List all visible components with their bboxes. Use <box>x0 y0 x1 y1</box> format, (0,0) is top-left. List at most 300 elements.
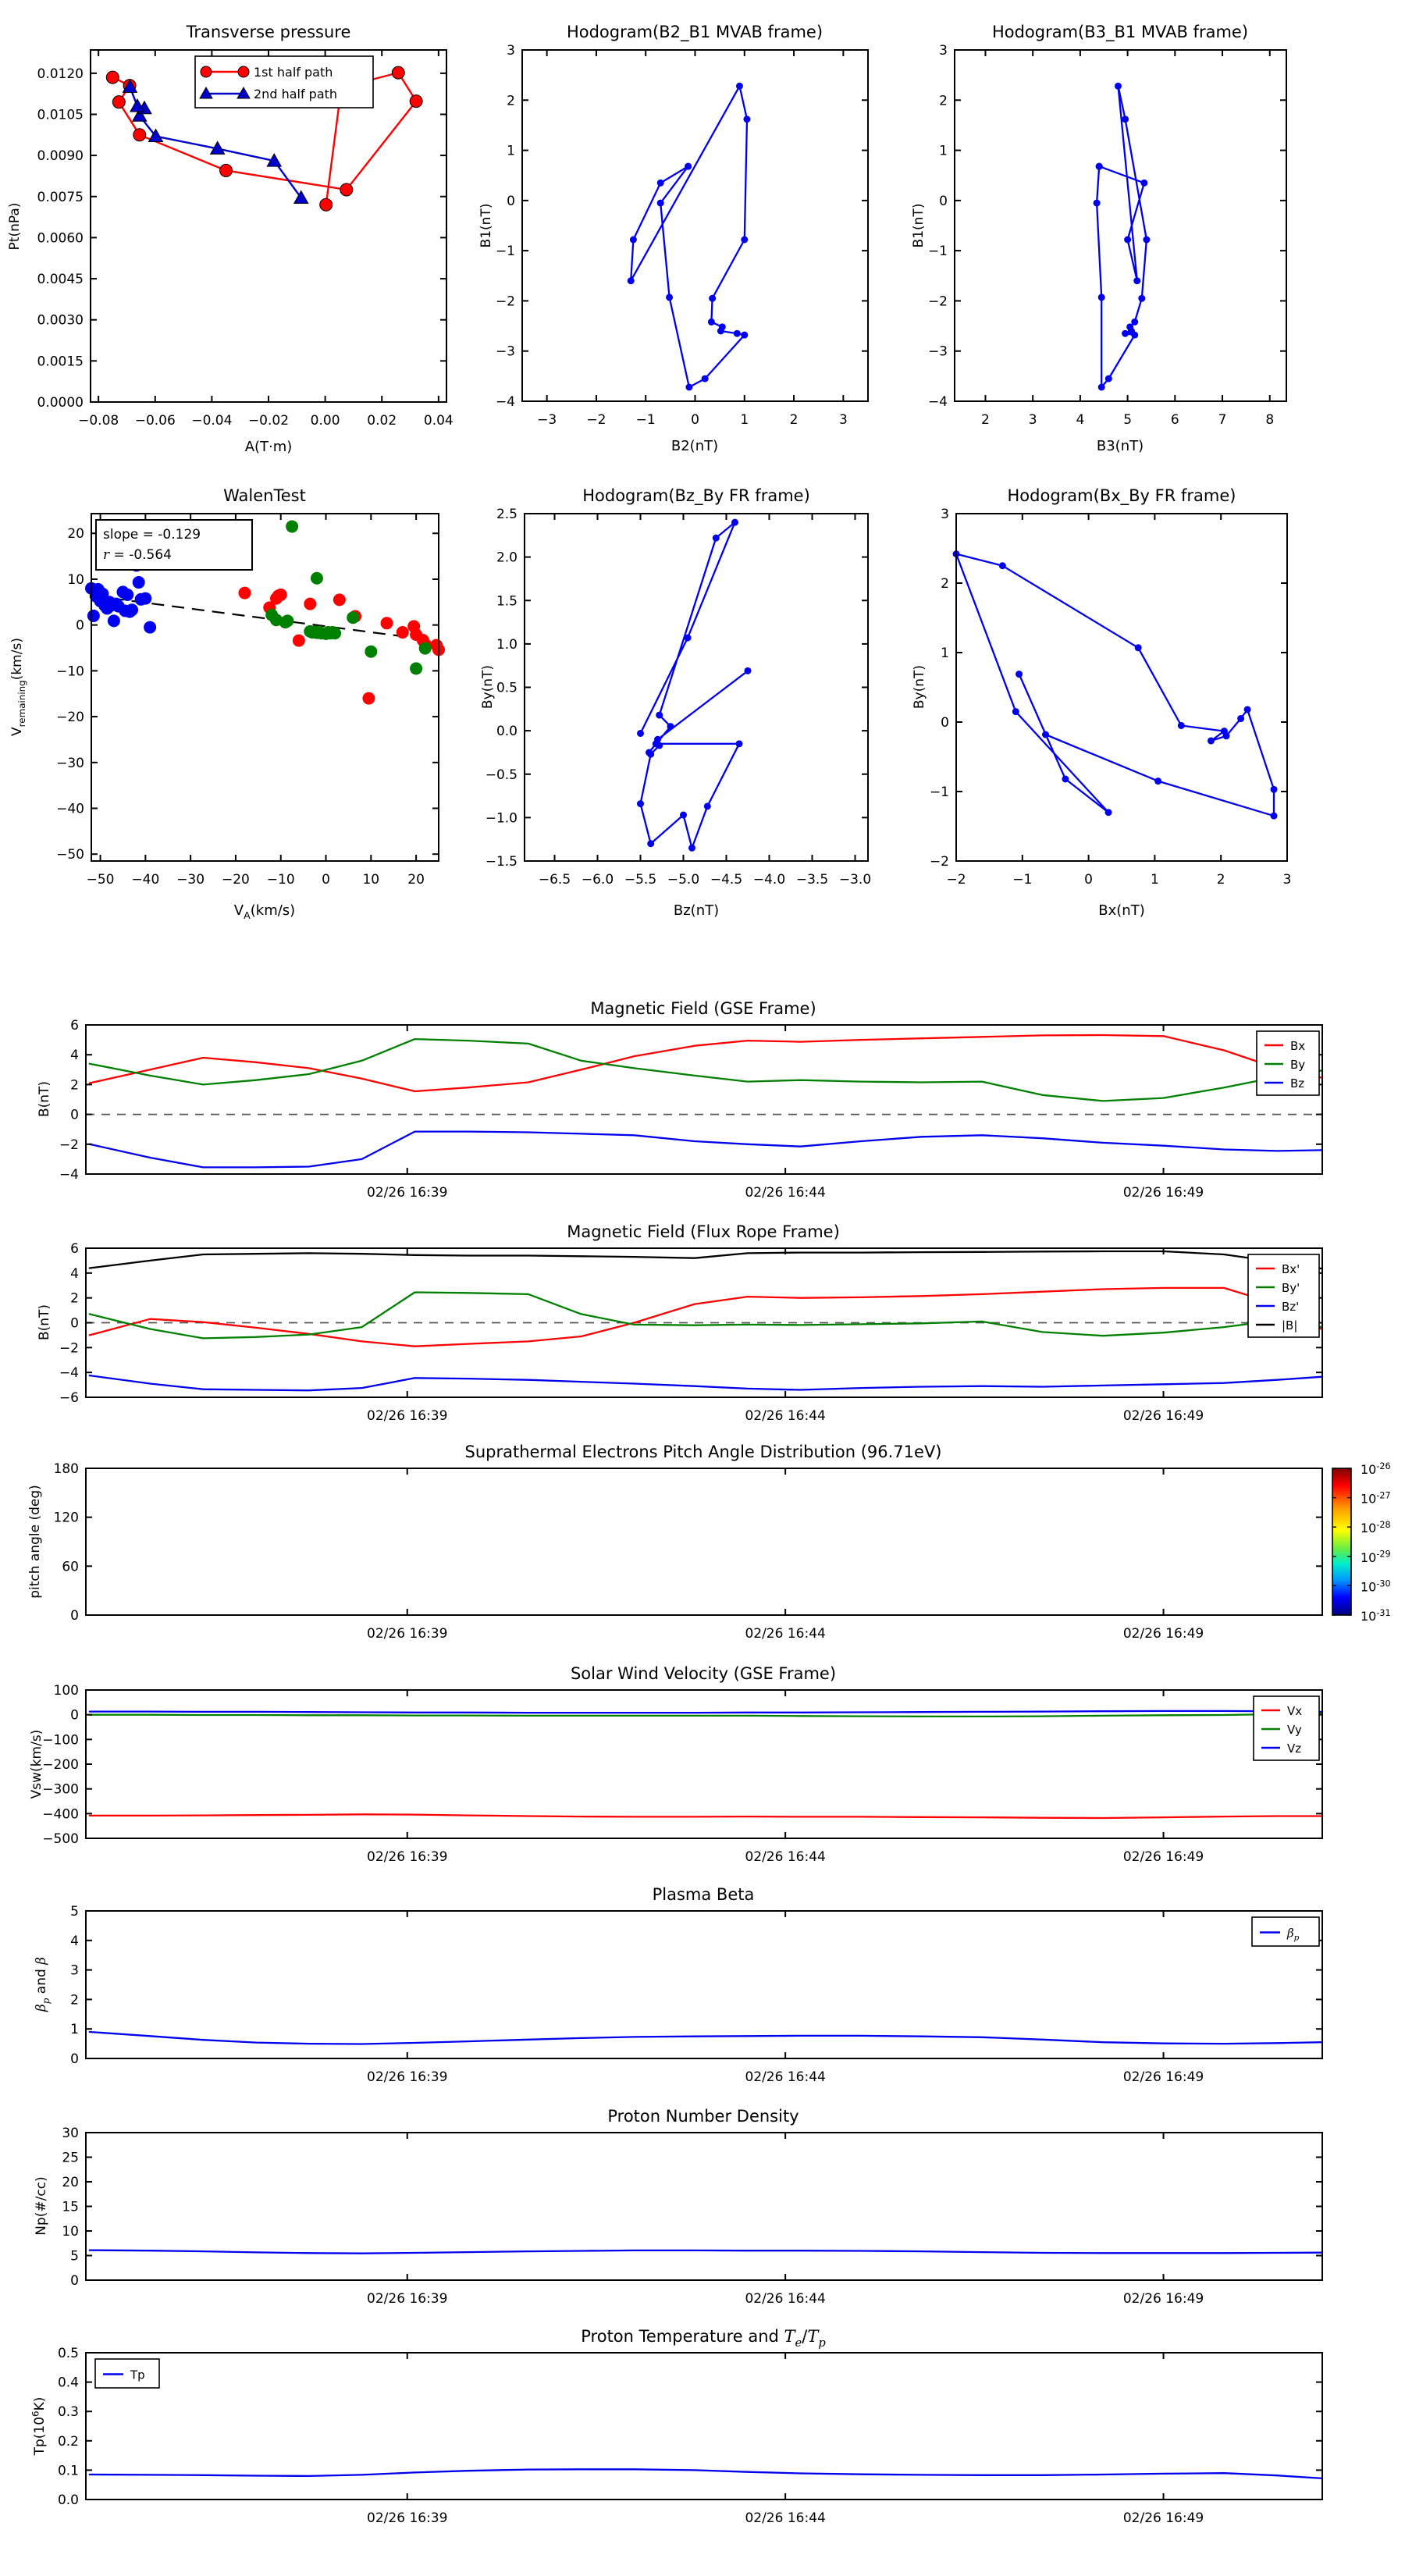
chart-title: Plasma Beta <box>652 1885 755 1904</box>
circle-marker <box>340 183 353 196</box>
chart-title: Hodogram(B3_B1 MVAB frame) <box>991 23 1249 41</box>
y-tick-label: −1 <box>495 244 515 260</box>
chart-beta <box>34 1885 1322 2085</box>
x-axis-label: B3(nT) <box>1096 438 1144 454</box>
legend <box>1248 1254 1319 1337</box>
x-tick-label: −5.0 <box>667 872 700 888</box>
chart-b3b1 <box>911 23 1286 454</box>
y-tick-label: −4 <box>59 1365 79 1382</box>
y-tick-label: 2.0 <box>496 550 518 566</box>
y-tick-label: −1 <box>927 244 948 260</box>
point-marker <box>666 294 673 301</box>
y-tick-label: 0.0 <box>496 724 518 740</box>
x-tick-label: −1 <box>1012 872 1033 888</box>
x-tick-label: −5.5 <box>624 872 657 888</box>
y-tick-label: −6 <box>59 1390 79 1406</box>
x-axis-label: Bx(nT) <box>1098 902 1145 919</box>
x-tick-label: 02/26 16:49 <box>1122 1626 1204 1642</box>
chart-title: Solar Wind Velocity (GSE Frame) <box>570 1664 837 1683</box>
chart-title: WalenTest <box>223 486 306 505</box>
x-tick-label: 1 <box>740 412 749 428</box>
chart-tp <box>30 2327 1322 2526</box>
x-tick-label: 02/26 16:44 <box>745 2291 826 2307</box>
chart-title: Magnetic Field (Flux Rope Frame) <box>567 1222 840 1241</box>
chart-title: Hodogram(Bz_By FR frame) <box>582 486 810 505</box>
y-axis-label: B1(nT) <box>478 203 494 248</box>
y-axis-label: B(nT) <box>37 1304 52 1341</box>
y-tick-label: 15 <box>62 2199 79 2215</box>
point-marker <box>1135 644 1142 651</box>
y-tick-label: 5 <box>70 1904 79 1920</box>
point-marker <box>657 180 664 187</box>
legend <box>195 56 373 108</box>
y-tick-label: 0 <box>70 1315 79 1332</box>
y-tick-label: −100 <box>42 1732 79 1749</box>
plot-area <box>86 2133 1322 2280</box>
point-marker <box>1115 83 1122 90</box>
point-marker <box>741 332 748 339</box>
plot-area <box>86 2353 1322 2500</box>
legend-label: Bx <box>1290 1039 1306 1053</box>
x-tick-label: 02/26 16:49 <box>1122 1185 1204 1201</box>
x-tick-label: 2 <box>1216 872 1225 888</box>
chart-title: Proton Temperature and $T_e/T_p$ <box>581 2327 826 2350</box>
chart-title: Hodogram(Bx_By FR frame) <box>1007 486 1236 505</box>
point-marker <box>1131 318 1138 326</box>
y-tick-label: 2 <box>70 1290 79 1307</box>
x-tick-label: −10 <box>266 872 295 888</box>
point-marker <box>736 83 743 90</box>
point-marker <box>709 295 716 302</box>
colorbar-label: $10^{-30}$ <box>1361 1578 1391 1595</box>
point-marker <box>702 375 709 382</box>
point-marker <box>999 562 1006 569</box>
point-marker <box>1237 715 1244 722</box>
circle-marker <box>293 635 305 647</box>
y-tick-label: −400 <box>42 1806 79 1823</box>
point-marker <box>647 840 654 847</box>
y-tick-label: 0.5 <box>496 680 518 696</box>
colorbar-label: $10^{-29}$ <box>1361 1549 1391 1565</box>
y-tick-label: 0 <box>70 1608 79 1624</box>
point-marker <box>688 845 695 852</box>
point-marker <box>646 749 653 756</box>
y-tick-label: 4 <box>70 1048 79 1064</box>
y-tick-label: 1.5 <box>496 593 518 610</box>
point-marker <box>1012 708 1019 715</box>
chart-walen <box>9 486 445 921</box>
y-tick-label: 20 <box>62 2175 79 2190</box>
colorbar-label: $10^{-31}$ <box>1361 1607 1391 1624</box>
y-tick-label: 2 <box>70 1077 79 1094</box>
x-tick-label: 5 <box>1123 412 1133 428</box>
circle-marker <box>329 627 341 639</box>
y-tick-label: 0 <box>70 1707 79 1724</box>
x-axis-label: $V_A(km/s)$ <box>233 902 296 922</box>
y-tick-label: 120 <box>53 1510 79 1526</box>
circle-marker <box>139 592 151 605</box>
y-tick-label: 10 <box>62 2224 79 2240</box>
y-tick-label: −2 <box>59 1137 79 1153</box>
y-tick-label: 0.0 <box>57 2492 79 2508</box>
x-tick-label: 02/26 16:49 <box>1122 2510 1204 2526</box>
point-marker <box>637 730 644 737</box>
point-marker <box>1271 786 1278 793</box>
y-axis-label: By(nT) <box>480 664 496 710</box>
point-marker <box>1098 384 1105 391</box>
circle-marker <box>333 593 346 606</box>
y-axis-label: $Tp(10^6K)$ <box>30 2396 48 2456</box>
chart-bxby <box>912 486 1291 919</box>
x-tick-label: 02/26 16:44 <box>745 2510 826 2526</box>
y-tick-label: 0 <box>70 2051 79 2067</box>
y-tick-label: 180 <box>53 1461 79 1477</box>
plot-area <box>86 1468 1322 1615</box>
y-tick-label: −40 <box>56 801 84 817</box>
plot-area <box>525 514 868 861</box>
x-tick-label: −6.0 <box>581 872 614 888</box>
y-tick-label: 0.0090 <box>37 148 84 165</box>
point-marker <box>637 800 644 807</box>
circle-marker <box>144 621 156 634</box>
y-tick-label: 2 <box>939 93 948 109</box>
legend-label: By' <box>1282 1281 1300 1295</box>
circle-marker <box>238 587 251 600</box>
point-marker <box>708 318 715 326</box>
point-marker <box>1105 809 1112 816</box>
x-tick-label: 2 <box>789 412 799 428</box>
chart-pt <box>7 23 454 455</box>
y-tick-label: 3 <box>939 43 948 59</box>
x-tick-label: 3 <box>838 412 848 428</box>
circle-marker <box>362 692 375 705</box>
point-marker <box>1124 237 1131 244</box>
y-tick-label: −300 <box>42 1781 79 1798</box>
x-tick-label: 4 <box>1076 412 1085 428</box>
point-marker <box>704 802 711 809</box>
y-tick-label: −20 <box>56 710 84 726</box>
legend-label: Bz' <box>1282 1300 1300 1314</box>
x-tick-label: −3.5 <box>795 872 829 888</box>
y-tick-label: −200 <box>42 1757 79 1773</box>
point-marker <box>1016 671 1023 678</box>
x-tick-label: 10 <box>362 872 380 888</box>
circle-marker <box>410 662 422 674</box>
y-tick-label: 2.5 <box>496 507 518 522</box>
circle-marker <box>133 576 145 589</box>
point-marker <box>1140 180 1147 187</box>
legend-label: Vy <box>1287 1723 1302 1737</box>
chart-vel <box>29 1664 1322 1865</box>
legend <box>1254 1696 1319 1760</box>
x-tick-label: 2 <box>981 412 990 428</box>
chart-fr <box>37 1222 1322 1424</box>
point-marker <box>741 237 748 244</box>
y-tick-label: 0.2 <box>57 2433 79 2450</box>
circle-marker <box>112 96 125 109</box>
x-tick-label: 0 <box>691 412 699 428</box>
x-tick-label: −2 <box>946 872 966 888</box>
point-marker <box>719 323 726 330</box>
x-tick-label: 0.00 <box>310 413 340 429</box>
y-tick-label: 0.0105 <box>37 107 84 123</box>
y-tick-label: 2 <box>507 93 515 109</box>
y-axis-label: Vsw(km/s) <box>29 1729 44 1799</box>
annotation-line: r = -0.564 <box>103 547 172 563</box>
x-tick-label: 0.04 <box>423 413 454 429</box>
y-axis-label: $V_{remaining}(km/s)$ <box>9 638 27 736</box>
x-tick-label: −0.04 <box>191 413 233 429</box>
y-tick-label: 0.0120 <box>37 66 84 82</box>
x-axis-label: A(T·m) <box>244 439 293 455</box>
point-marker <box>1133 277 1140 284</box>
point-marker <box>667 723 674 730</box>
circle-marker <box>238 66 249 77</box>
x-tick-label: 3 <box>1282 872 1292 888</box>
x-tick-label: −30 <box>176 872 205 888</box>
y-tick-label: −30 <box>56 755 84 771</box>
x-tick-label: 02/26 16:44 <box>745 1408 826 1424</box>
chart-bzby <box>480 486 871 919</box>
x-tick-label: 02/26 16:39 <box>367 1849 448 1865</box>
y-tick-label: −2 <box>929 854 949 870</box>
point-marker <box>1105 375 1112 382</box>
legend-label: 2nd half path <box>254 87 338 101</box>
y-tick-label: 1 <box>939 143 948 159</box>
x-tick-label: 02/26 16:39 <box>367 2510 448 2526</box>
point-marker <box>630 237 637 244</box>
circle-marker <box>286 520 298 532</box>
legend <box>95 2359 159 2388</box>
x-tick-label: −1 <box>635 412 656 428</box>
circle-marker <box>108 614 120 627</box>
y-tick-label: −3 <box>927 343 948 360</box>
y-tick-label: −1.5 <box>485 854 518 870</box>
x-tick-label: −3 <box>537 412 557 428</box>
point-marker <box>1062 775 1069 782</box>
x-tick-label: 6 <box>1170 412 1179 428</box>
x-tick-label: 02/26 16:39 <box>367 2291 448 2307</box>
y-tick-label: 0.1 <box>57 2463 79 2479</box>
point-marker <box>734 330 741 337</box>
circle-marker <box>133 129 146 141</box>
legend-label: 1st half path <box>254 65 333 80</box>
x-tick-label: 8 <box>1265 412 1275 428</box>
y-tick-label: 0 <box>507 193 515 209</box>
y-axis-label: B1(nT) <box>911 203 927 248</box>
circle-marker <box>87 610 100 622</box>
y-tick-label: 30 <box>62 2126 79 2141</box>
y-tick-label: 0.0045 <box>37 272 84 288</box>
y-tick-label: 0 <box>70 1107 79 1123</box>
chart-gse <box>37 999 1322 1201</box>
chart-title: Transverse pressure <box>186 23 351 41</box>
y-axis-label: B(nT) <box>37 1080 52 1118</box>
point-marker <box>1208 738 1215 745</box>
chart-title: Suprathermal Electrons Pitch Angle Distribution (96.71eV) <box>464 1443 942 1461</box>
circle-marker <box>311 572 323 585</box>
x-tick-label: 0 <box>322 872 330 888</box>
point-marker <box>1098 294 1105 301</box>
x-tick-label: 02/26 16:44 <box>745 1185 826 1201</box>
y-tick-label: −2 <box>59 1340 79 1357</box>
y-tick-label: 10 <box>67 571 84 588</box>
circle-marker <box>419 642 432 655</box>
x-tick-label: 02/26 16:49 <box>1122 2291 1204 2307</box>
y-tick-label: −4 <box>495 394 515 410</box>
point-marker <box>653 740 660 747</box>
y-tick-label: −3 <box>495 343 515 360</box>
y-tick-label: 0.3 <box>57 2404 79 2421</box>
annotation-line: slope = -0.129 <box>103 527 201 543</box>
legend-label: |B| <box>1282 1318 1298 1332</box>
x-tick-label: 02/26 16:49 <box>1122 1849 1204 1865</box>
x-axis-label: B2(nT) <box>670 438 719 454</box>
point-marker <box>685 635 692 642</box>
y-tick-label: 0.4 <box>57 2375 79 2391</box>
y-axis-label: Pt(nPa) <box>7 202 23 251</box>
y-tick-label: 25 <box>62 2150 79 2166</box>
point-marker <box>685 163 692 170</box>
x-tick-label: 02/26 16:39 <box>367 1626 448 1642</box>
x-tick-label: 0 <box>1084 872 1094 888</box>
y-tick-label: −500 <box>42 1831 79 1847</box>
y-tick-label: −0.5 <box>485 767 518 783</box>
legend <box>1257 1031 1319 1095</box>
colorbar-label: $10^{-27}$ <box>1361 1490 1391 1507</box>
y-tick-label: 20 <box>67 526 84 543</box>
circle-marker <box>365 646 377 658</box>
chart-title: Proton Number Density <box>607 2107 799 2126</box>
x-tick-label: −20 <box>221 872 250 888</box>
circle-marker <box>410 95 422 108</box>
legend-label: Vx <box>1287 1704 1303 1718</box>
y-tick-label: −2 <box>495 294 515 310</box>
y-tick-label: 1.0 <box>496 636 518 653</box>
circle-marker <box>304 598 316 610</box>
x-tick-label: −0.08 <box>78 413 119 429</box>
circle-marker <box>397 626 409 639</box>
x-tick-label: 7 <box>1218 412 1227 428</box>
colorbar-label: $10^{-26}$ <box>1361 1461 1391 1477</box>
point-marker <box>1222 732 1229 739</box>
y-tick-label: 0 <box>70 2273 79 2289</box>
circle-marker <box>126 603 138 616</box>
y-tick-label: −2 <box>927 294 948 310</box>
legend-label: Bx' <box>1282 1262 1300 1276</box>
circle-marker <box>347 611 359 624</box>
y-tick-label: 0.0015 <box>37 354 84 370</box>
annotation-box <box>96 520 252 570</box>
circle-marker <box>281 614 293 627</box>
x-tick-label: 3 <box>1028 412 1037 428</box>
y-tick-label: 0 <box>939 193 948 209</box>
point-marker <box>1094 200 1101 207</box>
point-marker <box>685 384 692 391</box>
x-tick-label: −0.06 <box>134 413 176 429</box>
y-tick-label: 0.0075 <box>37 189 84 205</box>
y-axis-label: Np(#/cc) <box>34 2176 49 2236</box>
y-tick-label: 0.0030 <box>37 312 84 329</box>
point-marker <box>1122 116 1129 123</box>
point-marker <box>1271 813 1278 820</box>
legend <box>1252 1917 1319 1946</box>
x-tick-label: 20 <box>407 872 425 888</box>
y-tick-label: −4 <box>59 1167 79 1183</box>
y-tick-label: 1 <box>70 2022 79 2038</box>
x-tick-label: 0.02 <box>367 413 397 429</box>
x-tick-label: −6.5 <box>538 872 571 888</box>
y-tick-label: 6 <box>70 1018 79 1034</box>
y-tick-label: 2 <box>70 1992 79 2008</box>
plot-area <box>522 50 868 401</box>
y-tick-label: −1.0 <box>485 810 518 827</box>
legend-label: Tp <box>130 2368 145 2382</box>
x-tick-label: 02/26 16:39 <box>367 1408 448 1424</box>
x-tick-label: −50 <box>86 872 115 888</box>
chart-title: Magnetic Field (GSE Frame) <box>590 999 816 1018</box>
y-tick-label: 6 <box>70 1241 79 1257</box>
y-tick-label: −4 <box>927 394 948 410</box>
x-tick-label: 02/26 16:44 <box>745 2069 826 2085</box>
colorbar <box>1332 1461 1391 1624</box>
y-tick-label: 5 <box>70 2248 79 2265</box>
y-tick-label: 100 <box>53 1683 79 1699</box>
x-tick-label: 02/26 16:39 <box>367 1185 448 1201</box>
point-marker <box>713 535 720 542</box>
point-marker <box>1042 731 1049 738</box>
circle-marker <box>106 71 119 84</box>
x-tick-label: −4.0 <box>752 872 786 888</box>
y-tick-label: 1 <box>941 646 949 661</box>
y-tick-label: −1 <box>929 785 949 800</box>
y-tick-label: 2 <box>941 576 949 592</box>
point-marker <box>1154 777 1161 785</box>
point-marker <box>743 116 750 123</box>
y-tick-label: 0 <box>76 617 84 634</box>
point-marker <box>1244 706 1251 713</box>
y-tick-label: 4 <box>70 1933 79 1949</box>
point-marker <box>1122 330 1129 337</box>
y-tick-label: 0.0060 <box>37 230 84 247</box>
x-tick-label: −3.0 <box>838 872 872 888</box>
x-tick-label: −4.5 <box>710 872 743 888</box>
x-tick-label: 02/26 16:44 <box>745 1626 826 1642</box>
legend-label: By <box>1290 1058 1306 1072</box>
x-tick-label: 1 <box>1150 872 1159 888</box>
y-axis-label: By(nT) <box>912 664 927 710</box>
circle-marker <box>220 164 233 176</box>
x-tick-label: 02/26 16:39 <box>367 2069 448 2085</box>
x-tick-label: −2 <box>586 412 606 428</box>
y-tick-label: 3 <box>507 43 515 59</box>
y-tick-label: −50 <box>56 847 84 863</box>
point-marker <box>657 200 664 207</box>
legend-label: Bz <box>1290 1076 1305 1091</box>
legend-label: Vz <box>1287 1742 1302 1756</box>
x-tick-label: 02/26 16:44 <box>745 1849 826 1865</box>
chart-np <box>34 2107 1322 2307</box>
point-marker <box>680 812 687 819</box>
chart-pad <box>27 1443 1391 1642</box>
point-marker <box>1178 722 1185 729</box>
y-tick-label: 3 <box>70 1962 79 1979</box>
point-marker <box>731 519 738 526</box>
point-marker <box>628 277 635 284</box>
x-tick-label: 02/26 16:49 <box>1122 1408 1204 1424</box>
y-tick-label: 0 <box>941 715 949 731</box>
circle-marker <box>392 66 404 79</box>
